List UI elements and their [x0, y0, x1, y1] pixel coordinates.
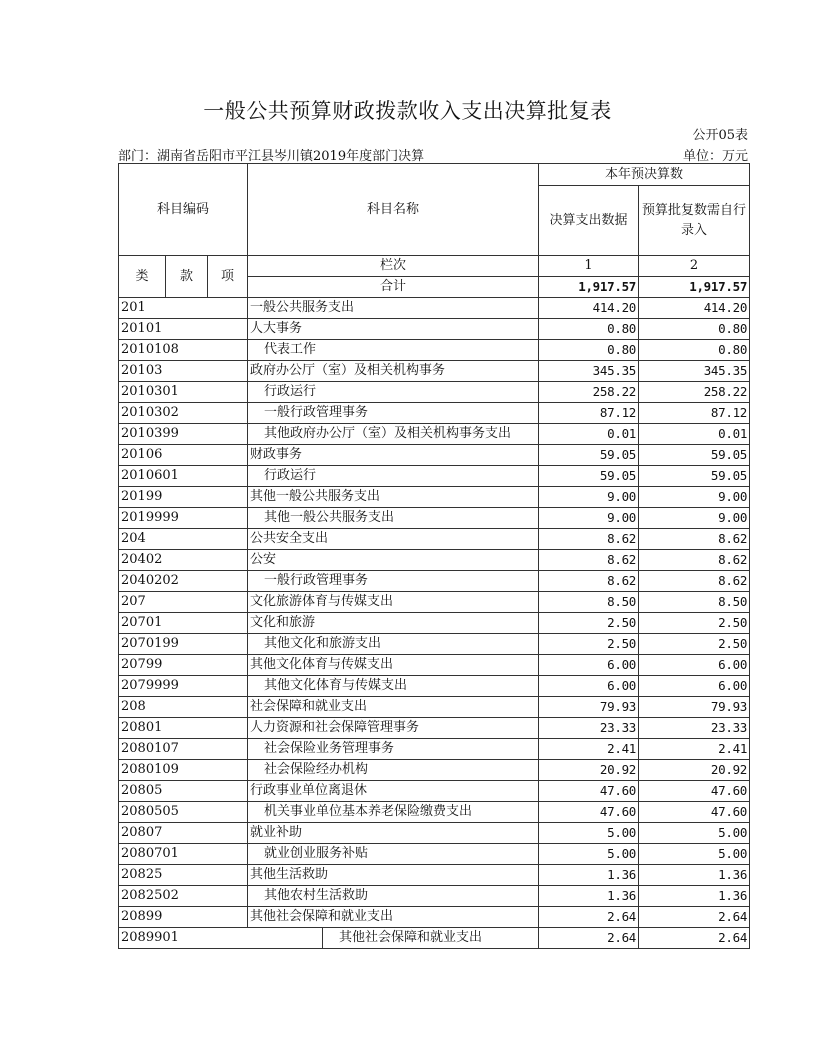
subject-code: 20801	[119, 718, 248, 739]
approved-budget: 9.00	[639, 508, 750, 529]
final-expenditure: 0.80	[539, 340, 639, 361]
approved-budget: 414.20	[639, 298, 750, 319]
table-row	[119, 508, 750, 529]
approved-budget: 2.64	[639, 907, 750, 928]
final-expenditure: 6.00	[539, 655, 639, 676]
subject-name: 代表工作	[248, 340, 539, 361]
subject-name: 社会保障和就业支出	[248, 697, 539, 718]
subject-name: 机关事业单位基本养老保险缴费支出	[248, 802, 539, 823]
subject-code: 207	[119, 592, 248, 613]
final-expenditure: 47.60	[539, 781, 639, 802]
subject-code: 20103	[119, 361, 248, 382]
table-row	[119, 361, 750, 382]
subject-name: 一般行政管理事务	[248, 403, 539, 424]
header-col1: 决算支出数据	[539, 186, 639, 256]
approved-budget: 0.80	[639, 340, 750, 361]
subject-name: 财政事务	[248, 445, 539, 466]
final-expenditure: 47.60	[539, 802, 639, 823]
final-expenditure: 2.50	[539, 613, 639, 634]
table-row	[119, 886, 750, 907]
table-row	[119, 550, 750, 571]
subject-name: 公共安全支出	[248, 529, 539, 550]
subject-name: 人力资源和社会保障管理事务	[248, 718, 539, 739]
subject-name: 社会保险业务管理事务	[248, 739, 539, 760]
final-expenditure: 1.36	[539, 865, 639, 886]
lanci-label: 栏次	[248, 256, 539, 277]
subject-code: 2010301	[119, 382, 248, 403]
subject-code: 2019999	[119, 508, 248, 529]
approved-budget: 9.00	[639, 487, 750, 508]
table-row	[119, 571, 750, 592]
subject-code: 2040202	[119, 571, 248, 592]
approved-budget: 345.35	[639, 361, 750, 382]
final-expenditure: 2.64	[539, 907, 639, 928]
final-expenditure: 23.33	[539, 718, 639, 739]
final-expenditure: 9.00	[539, 487, 639, 508]
table-row	[119, 928, 750, 949]
table-row	[119, 865, 750, 886]
subject-name: 文化旅游体育与传媒支出	[248, 592, 539, 613]
final-expenditure: 0.01	[539, 424, 639, 445]
form-number: 公开05表	[692, 128, 748, 143]
header-lei: 类	[119, 256, 166, 298]
final-expenditure: 59.05	[539, 466, 639, 487]
subject-code: 20106	[119, 445, 248, 466]
approved-budget: 2.64	[639, 928, 750, 949]
subject-code: 2080505	[119, 802, 248, 823]
unit-label: 单位：万元	[682, 149, 748, 164]
subject-name: 其他生活救助	[248, 865, 539, 886]
approved-budget: 6.00	[639, 676, 750, 697]
subject-name: 就业补助	[248, 823, 539, 844]
subject-name: 人大事务	[248, 319, 539, 340]
subject-code: 20701	[119, 613, 248, 634]
final-expenditure: 5.00	[539, 823, 639, 844]
subject-name: 其他一般公共服务支出	[248, 508, 539, 529]
subject-name: 其他政府办公厅（室）及相关机构事务支出	[248, 424, 539, 445]
table-row	[119, 340, 750, 361]
subject-code: 2089901	[119, 928, 323, 949]
subject-code: 208	[119, 697, 248, 718]
approved-budget: 8.62	[639, 571, 750, 592]
approved-budget: 5.00	[639, 823, 750, 844]
table-row	[119, 613, 750, 634]
final-expenditure: 2.64	[539, 928, 639, 949]
subject-code: 2079999	[119, 676, 248, 697]
total-label: 合计	[248, 277, 539, 298]
table-row	[119, 760, 750, 781]
subject-name: 其他文化体育与传媒支出	[248, 655, 539, 676]
header-col2: 预算批复数需自行录入	[639, 186, 750, 256]
subject-code: 201	[119, 298, 248, 319]
final-expenditure: 9.00	[539, 508, 639, 529]
table-row	[119, 844, 750, 865]
total-col1: 1,917.57	[539, 277, 639, 298]
approved-budget: 0.80	[639, 319, 750, 340]
subject-code: 2070199	[119, 634, 248, 655]
subject-name: 文化和旅游	[248, 613, 539, 634]
final-expenditure: 8.62	[539, 529, 639, 550]
approved-budget: 79.93	[639, 697, 750, 718]
total-col2: 1,917.57	[639, 277, 750, 298]
final-expenditure: 20.92	[539, 760, 639, 781]
header-code: 科目编码	[119, 164, 248, 256]
final-expenditure: 6.00	[539, 676, 639, 697]
approved-budget: 47.60	[639, 802, 750, 823]
subject-code: 20101	[119, 319, 248, 340]
table-row	[119, 403, 750, 424]
subject-code: 20899	[119, 907, 248, 928]
header-row-1	[119, 164, 750, 186]
approved-budget: 47.60	[639, 781, 750, 802]
header-name: 科目名称	[248, 164, 539, 256]
table-row	[119, 802, 750, 823]
approved-budget: 8.62	[639, 529, 750, 550]
subject-code: 2080109	[119, 760, 248, 781]
page-title: 一般公共预算财政拨款收入支出决算批复表	[203, 99, 612, 123]
subject-name: 其他农村生活救助	[248, 886, 539, 907]
subject-name: 行政运行	[248, 382, 539, 403]
subject-code: 20825	[119, 865, 248, 886]
subject-name: 政府办公厅（室）及相关机构事务	[248, 361, 539, 382]
approved-budget: 2.50	[639, 613, 750, 634]
table-row	[119, 466, 750, 487]
subject-name: 公安	[248, 550, 539, 571]
table-row	[119, 739, 750, 760]
subject-name: 其他一般公共服务支出	[248, 487, 539, 508]
col2-number: 2	[639, 256, 750, 277]
department-label: 部门：湖南省岳阳市平江县岑川镇2019年度部门决算	[118, 149, 425, 164]
subject-code: 20199	[119, 487, 248, 508]
approved-budget: 23.33	[639, 718, 750, 739]
header-kuan: 款	[166, 256, 208, 298]
approved-budget: 87.12	[639, 403, 750, 424]
final-expenditure: 5.00	[539, 844, 639, 865]
table-row	[119, 298, 750, 319]
table-row	[119, 319, 750, 340]
subject-code: 2080107	[119, 739, 248, 760]
final-expenditure: 8.62	[539, 550, 639, 571]
approved-budget: 59.05	[639, 445, 750, 466]
approved-budget: 59.05	[639, 466, 750, 487]
subject-name: 一般公共服务支出	[248, 298, 539, 319]
final-expenditure: 0.80	[539, 319, 639, 340]
subject-code: 2010601	[119, 466, 248, 487]
table-row	[119, 529, 750, 550]
subject-name: 一般行政管理事务	[248, 571, 539, 592]
subject-name: 其他文化和旅游支出	[248, 634, 539, 655]
approved-budget: 1.36	[639, 865, 750, 886]
subject-name: 其他社会保障和就业支出	[323, 928, 539, 949]
subject-name: 社会保险经办机构	[248, 760, 539, 781]
approved-budget: 0.01	[639, 424, 750, 445]
approved-budget: 20.92	[639, 760, 750, 781]
table-row	[119, 382, 750, 403]
table-row	[119, 823, 750, 844]
table-row	[119, 592, 750, 613]
approved-budget: 8.50	[639, 592, 750, 613]
table-row	[119, 655, 750, 676]
subject-code: 2010108	[119, 340, 248, 361]
table-row	[119, 676, 750, 697]
subject-code: 2082502	[119, 886, 248, 907]
table-row	[119, 634, 750, 655]
subject-name: 其他文化体育与传媒支出	[248, 676, 539, 697]
table-row	[119, 424, 750, 445]
header-group: 本年预决算数	[539, 164, 750, 186]
table-row	[119, 445, 750, 466]
final-expenditure: 79.93	[539, 697, 639, 718]
header-xiang: 项	[208, 256, 248, 298]
approved-budget: 2.50	[639, 634, 750, 655]
subject-code: 2010399	[119, 424, 248, 445]
final-expenditure: 258.22	[539, 382, 639, 403]
approved-budget: 2.41	[639, 739, 750, 760]
subject-name: 就业创业服务补贴	[248, 844, 539, 865]
subject-code: 2080701	[119, 844, 248, 865]
table-row	[119, 907, 750, 928]
subject-code: 20807	[119, 823, 248, 844]
final-expenditure: 2.41	[539, 739, 639, 760]
subject-code: 2010302	[119, 403, 248, 424]
table-row	[119, 718, 750, 739]
approved-budget: 8.62	[639, 550, 750, 571]
subject-code: 204	[119, 529, 248, 550]
subject-code: 20402	[119, 550, 248, 571]
final-expenditure: 414.20	[539, 298, 639, 319]
approved-budget: 258.22	[639, 382, 750, 403]
final-expenditure: 8.62	[539, 571, 639, 592]
table-row	[119, 781, 750, 802]
col1-number: 1	[539, 256, 639, 277]
lanci-row	[119, 256, 750, 277]
budget-table	[118, 163, 750, 949]
final-expenditure: 59.05	[539, 445, 639, 466]
final-expenditure: 2.50	[539, 634, 639, 655]
final-expenditure: 1.36	[539, 886, 639, 907]
approved-budget: 1.36	[639, 886, 750, 907]
subject-name: 行政事业单位离退休	[248, 781, 539, 802]
table-row	[119, 697, 750, 718]
subject-name: 行政运行	[248, 466, 539, 487]
approved-budget: 5.00	[639, 844, 750, 865]
subject-name: 其他社会保障和就业支出	[248, 907, 539, 928]
final-expenditure: 87.12	[539, 403, 639, 424]
table-row	[119, 487, 750, 508]
subject-code: 20805	[119, 781, 248, 802]
final-expenditure: 8.50	[539, 592, 639, 613]
final-expenditure: 345.35	[539, 361, 639, 382]
subject-code: 20799	[119, 655, 248, 676]
approved-budget: 6.00	[639, 655, 750, 676]
